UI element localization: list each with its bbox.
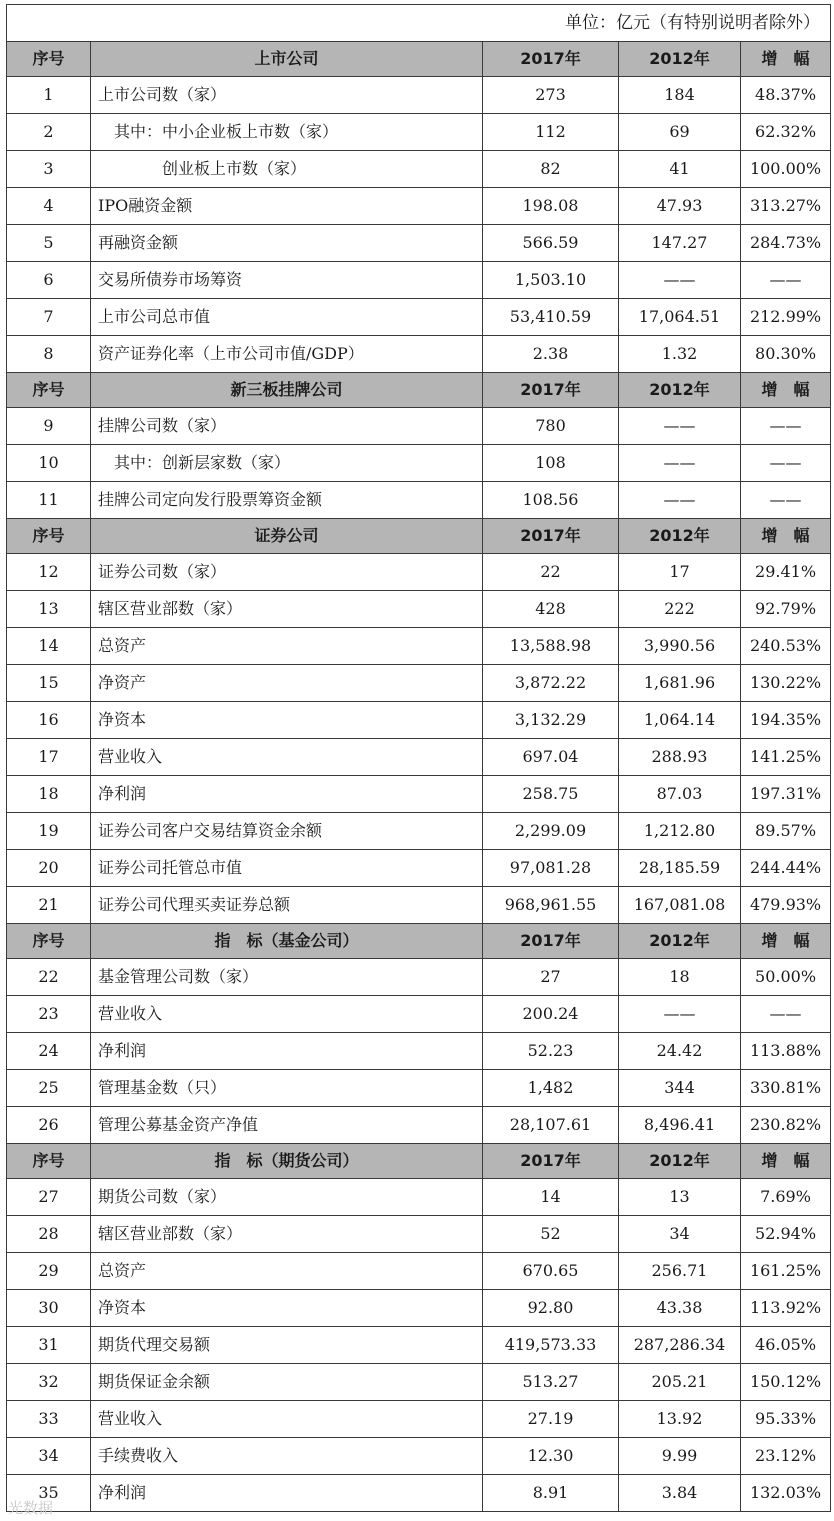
cell-growth: —— [741,996,831,1033]
cell-index: 18 [7,776,91,813]
cell-item: 辖区营业部数（家） [91,591,483,628]
table-row [7,77,831,114]
header-value-2012: 2012年 [619,42,741,77]
cell-growth: 62.32% [741,114,831,151]
header-item: 证券公司 [91,519,483,554]
cell-value-2017: 513.27 [483,1364,619,1401]
cell-value-2017: 3,132.29 [483,702,619,739]
cell-value-2017: 670.65 [483,1253,619,1290]
cell-value-2017: 697.04 [483,739,619,776]
cell-value-2012: 17,064.51 [619,299,741,336]
cell-value-2012: 184 [619,77,741,114]
cell-value-2012: 147.27 [619,225,741,262]
table-row [7,1107,831,1144]
header-growth: 增 幅 [741,1144,831,1179]
cell-value-2017: 28,107.61 [483,1107,619,1144]
cell-value-2017: 92.80 [483,1290,619,1327]
table-row [7,1216,831,1253]
cell-item: 管理公募基金资产净值 [91,1107,483,1144]
cell-growth: 212.99% [741,299,831,336]
table-row [7,1070,831,1107]
header-growth: 增 幅 [741,924,831,959]
cell-value-2012: 43.38 [619,1290,741,1327]
cell-item: 营业收入 [91,739,483,776]
cell-item: 证券公司数（家） [91,554,483,591]
table-row [7,813,831,850]
cell-value-2012: 17 [619,554,741,591]
cell-index: 8 [7,336,91,373]
cell-value-2012: 3.84 [619,1475,741,1512]
cell-item: 基金管理公司数（家） [91,959,483,996]
cell-value-2012: —— [619,445,741,482]
cell-value-2012: 87.03 [619,776,741,813]
cell-value-2017: 27.19 [483,1401,619,1438]
cell-value-2017: 3,872.22 [483,665,619,702]
cell-item: 其中：创新层家数（家） [91,445,483,482]
cell-value-2017: 428 [483,591,619,628]
table-row [7,1364,831,1401]
cell-item: 营业收入 [91,1401,483,1438]
cell-index: 35 [7,1475,91,1512]
cell-growth: 95.33% [741,1401,831,1438]
cell-growth: 92.79% [741,591,831,628]
cell-index: 22 [7,959,91,996]
section-header-row [7,373,831,408]
cell-item: 上市公司数（家） [91,77,483,114]
table-row [7,739,831,776]
cell-growth: 23.12% [741,1438,831,1475]
cell-item: 交易所债券市场筹资 [91,262,483,299]
table-row [7,151,831,188]
cell-growth: 80.30% [741,336,831,373]
cell-index: 28 [7,1216,91,1253]
cell-item: 挂牌公司数（家） [91,408,483,445]
cell-index: 25 [7,1070,91,1107]
cell-item: 期货公司数（家） [91,1179,483,1216]
table-row [7,628,831,665]
table-row [7,408,831,445]
table-row [7,1401,831,1438]
cell-growth: 313.27% [741,188,831,225]
cell-item: 创业板上市数（家） [91,151,483,188]
cell-growth: 194.35% [741,702,831,739]
cell-index: 19 [7,813,91,850]
cell-value-2017: 14 [483,1179,619,1216]
section-header-row [7,924,831,959]
cell-index: 6 [7,262,91,299]
cell-value-2017: 53,410.59 [483,299,619,336]
cell-item: 期货保证金余额 [91,1364,483,1401]
cell-value-2017: 13,588.98 [483,628,619,665]
cell-growth: —— [741,445,831,482]
cell-value-2017: 27 [483,959,619,996]
table-row [7,1327,831,1364]
table-row [7,1179,831,1216]
cell-growth: 479.93% [741,887,831,924]
cell-value-2012: 47.93 [619,188,741,225]
cell-growth: 284.73% [741,225,831,262]
cell-index: 16 [7,702,91,739]
cell-growth: 48.37% [741,77,831,114]
cell-value-2012: 41 [619,151,741,188]
cell-item: 上市公司总市值 [91,299,483,336]
table-body [7,5,831,1512]
cell-value-2012: 34 [619,1216,741,1253]
cell-index: 33 [7,1401,91,1438]
cell-index: 23 [7,996,91,1033]
table-row [7,776,831,813]
cell-value-2012: 1,681.96 [619,665,741,702]
table-row [7,850,831,887]
header-value-2017: 2017年 [483,519,619,554]
cell-item: 证券公司代理买卖证券总额 [91,887,483,924]
cell-index: 2 [7,114,91,151]
cell-index: 27 [7,1179,91,1216]
cell-value-2017: 108.56 [483,482,619,519]
cell-item: 净资本 [91,702,483,739]
cell-value-2012: —— [619,482,741,519]
cell-item: 净资产 [91,665,483,702]
cell-growth: 130.22% [741,665,831,702]
cell-growth: 100.00% [741,151,831,188]
cell-growth: 46.05% [741,1327,831,1364]
header-value-2012: 2012年 [619,519,741,554]
cell-value-2017: 1,482 [483,1070,619,1107]
cell-index: 13 [7,591,91,628]
cell-item: 总资产 [91,628,483,665]
unit-note-row [7,5,831,42]
cell-item: 总资产 [91,1253,483,1290]
cell-index: 32 [7,1364,91,1401]
cell-growth: 52.94% [741,1216,831,1253]
cell-item: 净利润 [91,1475,483,1512]
statistics-table [6,4,831,1512]
cell-growth: 197.31% [741,776,831,813]
cell-value-2012: 9.99 [619,1438,741,1475]
unit-note: 单位：亿元（有特别说明者除外） [7,5,831,42]
cell-index: 17 [7,739,91,776]
cell-value-2017: 8.91 [483,1475,619,1512]
cell-value-2012: —— [619,262,741,299]
cell-value-2012: —— [619,408,741,445]
cell-value-2012: 287,286.34 [619,1327,741,1364]
cell-item: 证券公司客户交易结算资金余额 [91,813,483,850]
cell-growth: 141.25% [741,739,831,776]
table-row [7,1438,831,1475]
cell-item: 再融资金额 [91,225,483,262]
cell-index: 20 [7,850,91,887]
cell-item: 资产证券化率（上市公司市值/GDP） [91,336,483,373]
table-row [7,591,831,628]
header-item: 指 标（期货公司） [91,1144,483,1179]
header-value-2012: 2012年 [619,1144,741,1179]
header-item: 上市公司 [91,42,483,77]
cell-growth: 7.69% [741,1179,831,1216]
cell-value-2017: 419,573.33 [483,1327,619,1364]
cell-index: 31 [7,1327,91,1364]
cell-growth: 89.57% [741,813,831,850]
cell-value-2012: 18 [619,959,741,996]
cell-value-2017: 2,299.09 [483,813,619,850]
cell-index: 5 [7,225,91,262]
cell-value-2017: 108 [483,445,619,482]
header-item: 指 标（基金公司） [91,924,483,959]
cell-index: 1 [7,77,91,114]
header-index: 序号 [7,1144,91,1179]
section-header-row [7,519,831,554]
cell-value-2012: 1,212.80 [619,813,741,850]
cell-value-2017: 52 [483,1216,619,1253]
cell-value-2017: 1,503.10 [483,262,619,299]
cell-index: 14 [7,628,91,665]
cell-item: 其中：中小企业板上市数（家） [91,114,483,151]
table-row [7,665,831,702]
cell-index: 34 [7,1438,91,1475]
cell-value-2017: 566.59 [483,225,619,262]
header-index: 序号 [7,519,91,554]
cell-index: 24 [7,1033,91,1070]
cell-value-2017: 200.24 [483,996,619,1033]
table-row [7,188,831,225]
header-growth: 增 幅 [741,42,831,77]
watermark: 光数据 [8,1499,54,1517]
cell-index: 7 [7,299,91,336]
cell-value-2017: 198.08 [483,188,619,225]
header-index: 序号 [7,42,91,77]
cell-index: 9 [7,408,91,445]
cell-value-2012: 13 [619,1179,741,1216]
cell-growth: 240.53% [741,628,831,665]
cell-value-2012: 344 [619,1070,741,1107]
cell-index: 21 [7,887,91,924]
cell-value-2012: 69 [619,114,741,151]
cell-value-2017: 780 [483,408,619,445]
cell-growth: 244.44% [741,850,831,887]
table-row [7,114,831,151]
cell-item: 期货代理交易额 [91,1327,483,1364]
cell-growth: 50.00% [741,959,831,996]
table-row [7,887,831,924]
cell-index: 15 [7,665,91,702]
cell-growth: 113.88% [741,1033,831,1070]
cell-index: 10 [7,445,91,482]
table-row [7,336,831,373]
cell-item: 挂牌公司定向发行股票筹资金额 [91,482,483,519]
cell-growth: 161.25% [741,1253,831,1290]
section-header-row [7,1144,831,1179]
cell-item: 净利润 [91,776,483,813]
cell-item: 净资本 [91,1290,483,1327]
table-row [7,702,831,739]
cell-index: 12 [7,554,91,591]
header-growth: 增 幅 [741,519,831,554]
table-row [7,445,831,482]
header-value-2017: 2017年 [483,1144,619,1179]
header-value-2017: 2017年 [483,42,619,77]
cell-growth: 230.82% [741,1107,831,1144]
section-header-row [7,42,831,77]
cell-index: 4 [7,188,91,225]
table-row [7,225,831,262]
cell-value-2012: 3,990.56 [619,628,741,665]
cell-value-2012: 24.42 [619,1033,741,1070]
cell-value-2012: 13.92 [619,1401,741,1438]
cell-value-2012: 256.71 [619,1253,741,1290]
cell-value-2017: 52.23 [483,1033,619,1070]
header-item: 新三板挂牌公司 [91,373,483,408]
cell-growth: 29.41% [741,554,831,591]
cell-value-2012: 288.93 [619,739,741,776]
table-row [7,996,831,1033]
table-row [7,1253,831,1290]
header-index: 序号 [7,373,91,408]
cell-value-2012: 205.21 [619,1364,741,1401]
header-value-2012: 2012年 [619,924,741,959]
cell-growth: 132.03% [741,1475,831,1512]
cell-value-2017: 968,961.55 [483,887,619,924]
cell-value-2017: 22 [483,554,619,591]
cell-value-2012: 1,064.14 [619,702,741,739]
cell-value-2012: —— [619,996,741,1033]
table-row [7,299,831,336]
cell-index: 30 [7,1290,91,1327]
cell-value-2012: 222 [619,591,741,628]
cell-item: 营业收入 [91,996,483,1033]
cell-value-2017: 97,081.28 [483,850,619,887]
cell-item: 管理基金数（只） [91,1070,483,1107]
cell-index: 3 [7,151,91,188]
cell-item: 辖区营业部数（家） [91,1216,483,1253]
cell-growth: 150.12% [741,1364,831,1401]
table-row [7,1475,831,1512]
table-row [7,554,831,591]
cell-index: 11 [7,482,91,519]
cell-value-2017: 82 [483,151,619,188]
cell-value-2012: 1.32 [619,336,741,373]
cell-index: 29 [7,1253,91,1290]
cell-value-2017: 273 [483,77,619,114]
table-row [7,482,831,519]
cell-item: 净利润 [91,1033,483,1070]
cell-item: IPO融资金额 [91,188,483,225]
cell-value-2017: 2.38 [483,336,619,373]
header-growth: 增 幅 [741,373,831,408]
table-row [7,262,831,299]
cell-value-2017: 258.75 [483,776,619,813]
cell-growth: —— [741,482,831,519]
cell-value-2012: 167,081.08 [619,887,741,924]
header-value-2012: 2012年 [619,373,741,408]
table-row [7,1290,831,1327]
header-value-2017: 2017年 [483,924,619,959]
cell-value-2012: 28,185.59 [619,850,741,887]
cell-index: 26 [7,1107,91,1144]
cell-value-2012: 8,496.41 [619,1107,741,1144]
cell-value-2017: 12.30 [483,1438,619,1475]
cell-growth: —— [741,262,831,299]
cell-growth: —— [741,408,831,445]
cell-item: 手续费收入 [91,1438,483,1475]
table-row [7,1033,831,1070]
cell-item: 证券公司托管总市值 [91,850,483,887]
header-index: 序号 [7,924,91,959]
cell-value-2017: 112 [483,114,619,151]
cell-growth: 330.81% [741,1070,831,1107]
table-row [7,959,831,996]
header-value-2017: 2017年 [483,373,619,408]
cell-growth: 113.92% [741,1290,831,1327]
